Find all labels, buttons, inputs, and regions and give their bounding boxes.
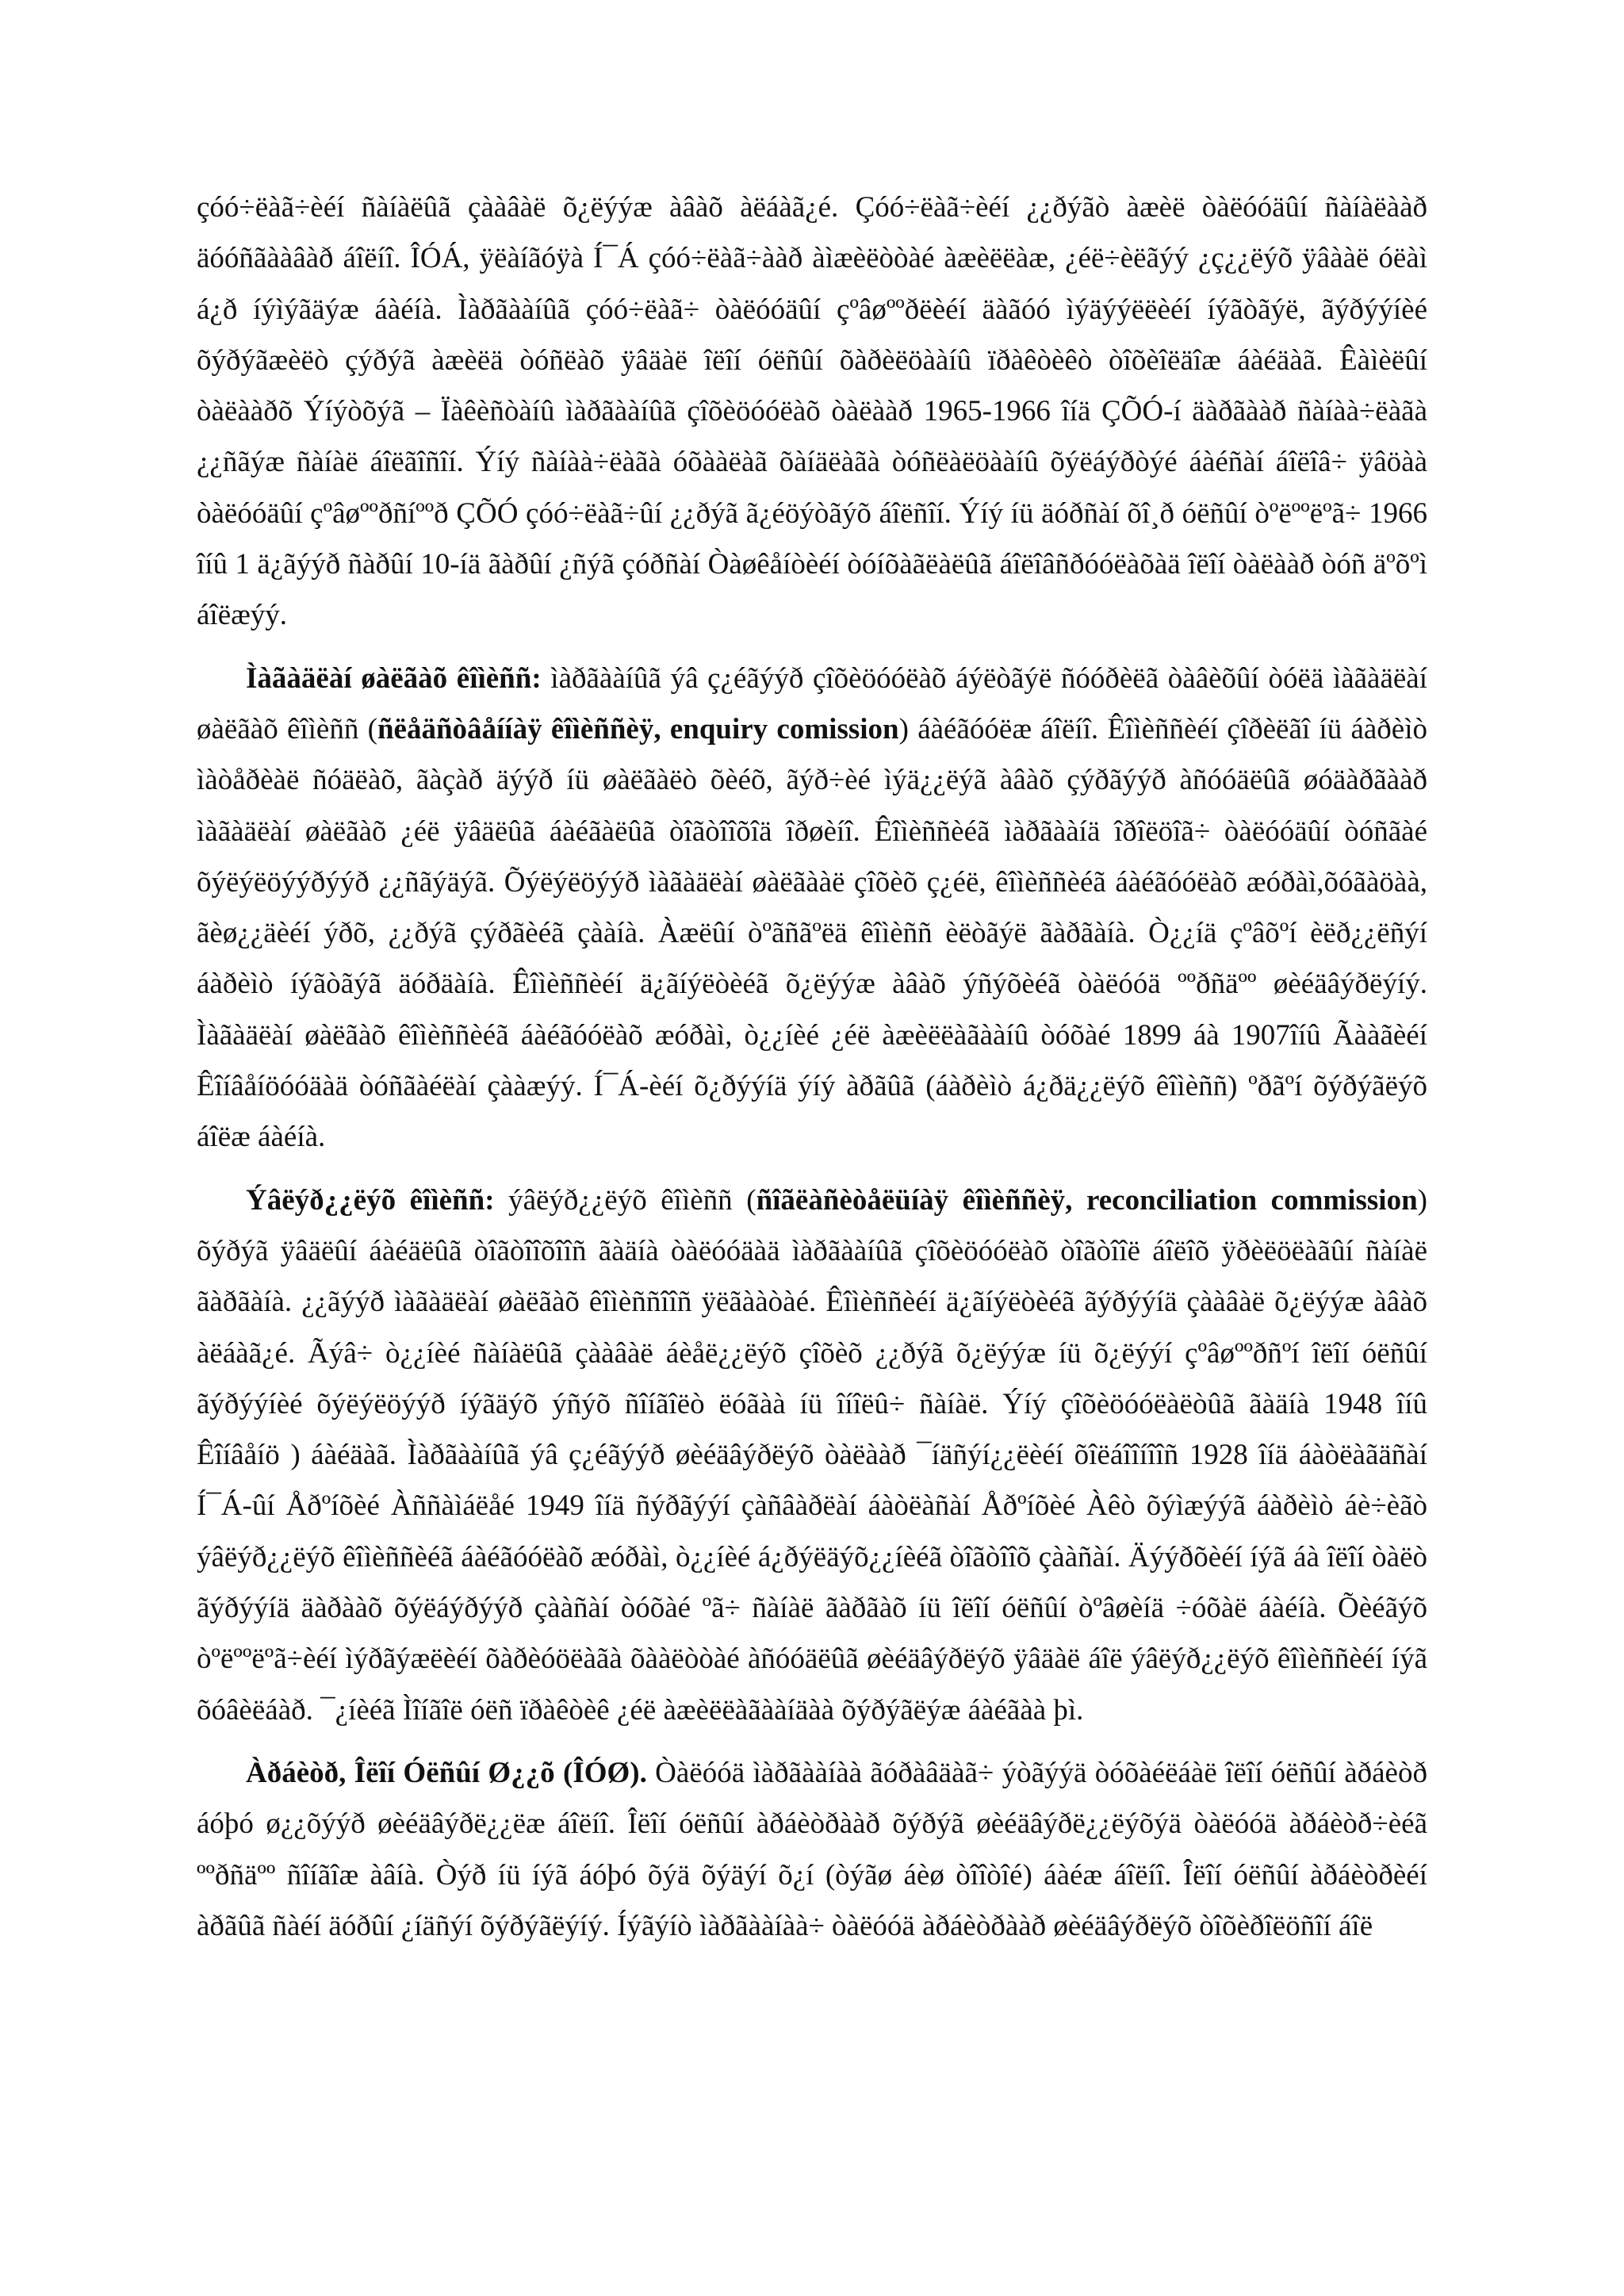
paragraph-4-arbitration [197,1748,1427,1952]
term-heading-arbitration: Àðáèòð, Îëîí Óëñûí Ø¿¿õ (ÎÓØ). [246,1756,647,1789]
paragraph-4-text: Òàëóóä ìàðãààíàà ãóðàâäàã÷ ýòãýýä òóõàéëáàë îëîí óëñûí àðáèòð áóþó ø¿¿õýýð øèéäâýðë¿¿ëæ áîëíî. Îëîí óëñûí àðáèòðààð õýðýã øèéäâýðë¿¿ëýõýä òàëóóä àðáèòð÷èéã ººðñäºº ñîíãîæ àâíà. Òýð íü íýã áóþó õýä õýäýí õ¿í (òýãø áèø òîîòîé) áàéæ áîëíî. Îëîí óëñûí àðáèòðèéí àðãûã ñàéí äóðûí ¿íäñýí õýðýãëýíý. Íýãýíò ìàðãààíàà÷ òàëóóä àðáèòðààð øèéäâýðëýõ òîõèðîëöñîí áîë [197,1756,1427,1942]
paragraph-2-enquiry-commission [197,654,1427,1163]
term-heading-enquiry: Ìàãàäëàí øàëãàõ êîìèññ: [246,661,542,695]
paragraph-3-text-b: ) õýðýã ÿâäëûí áàéäëûã òîãòîîõîîñ ãàäíà òàëóóäàä ìàðãààíûã çîõèöóóëàõ òîãòîîë áîëîõ ÿðèëöëàãûí ñàíàë ãàðãàíà. ¿¿ãýýð ìàãàäëàí øàëãàõ êîìèññîîñ ÿëãààòàé. Êîìèññèéí ä¿ãíýëòèéã ãýðýýíä çààâàë õ¿ëýýæ àâàõ àëáàã¿é. Ãýâ÷ ò¿¿íèé ñàíàëûã çààâàë áèåë¿¿ëýõ çîõèõ ¿¿ðýã õ¿ëýýæ íü õ¿ëýýí çºâøººðñºí îëîí óëñûí ãýðýýíèé õýëýëöýýð íýãäýõ ýñýõ ñîíãîëò ëóãàà íü îíîëû÷ ñàíàë. Ýíý çîõèöóóëàëòûã ãàäíà 1948 îíû Êîíâåíö ) áàéäàã. Ìàðãààíûã ýâ ç¿éãýýð øèéäâýðëýõ òàëààð ¯íäñýí¿¿ëèéí õîëáîîíîîñ 1928 îíä áàòëàãäñàí Í¯Á-ûí Åðºíõèé Àññàìáëåé 1949 îíä ñýðãýýí çàñâàðëàí áàòëàñàí Åðºíõèé Àêò õýìæýýã áàðèìò áè÷èãò ýâëýð¿¿ëýõ êîìèññèéã áàéãóóëàõ æóðàì, ò¿¿íèé á¿ðýëäýõ¿¿íèéã òîãòîîõ çààñàí. Äýýðõèéí íýã áà îëîí òàëò ãýðýýíä äàðààõ õýëáýðýýð çààñàí òóõàé ºã÷ ñàíàë ãàðãàõ íü îëîí óëñûí òºâøèíä ÷óõàë áàéíà. Õèéãýõ òºëººëºã÷èéí ìýðãýæëèéí õàðèóöëàãà õààëòòàé àñóóäëûã øèéäâýðëýõ ÿâäàë áîë ýâëýð¿¿ëýõ êîìèññèéí íýã õóâèëáàð. ¯¿íèéã Ìîíãîë óëñ ïðàêòèê ¿éë àæèëëàãààíäàà õýðýãëýæ áàéãàà þì. [197,1183,1427,1727]
paragraph-3-text-a: ýâëýð¿¿ëýõ êîìèññ ( [494,1183,756,1217]
paragraph-3-reconciliation-commission [197,1175,1427,1736]
term-gloss-enquiry: ñëåäñòâåííàÿ êîìèññèÿ, enquiry comission [377,712,899,746]
paragraph-1-text: çóó÷ëàã÷èéí ñàíàëûã çààâàë õ¿ëýýæ àâàõ àëáàã¿é. Çóó÷ëàã÷èéí ¿¿ðýãò àæèë òàëóóäûí ñàíàëààð äóóñãààâàð áîëíî. ÎÓÁ, ÿëàíãóÿà Í¯Á çóó÷ëàã÷ààð àìæèëòòàé àæèëëàæ, ¿éë÷èëãýý ¿ç¿¿ëýõ ÿâààë óëàì á¿ð íýìýãäýæ áàéíà. Ìàðãààíûã çóó÷ëàã÷ òàëóóäûí çºâøººðëèéí äàãóó ìýäýýëëèéí íýãòãýë, ãýðýýíèé õýðýãæèëò çýðýã àæèëä òóñëàõ ÿâäàë îëîí óëñûí õàðèëöààíû ïðàêòèêò òîõèîëäîæ áàéäàã. Êàìèëûí òàëààðõ Ýíýòõýã – Ïàêèñòàíû ìàðãààíûã çîõèöóóëàõ òàëààð 1965-1966 îíä ÇÕÓ-í äàðãààð ñàíàà÷ëàãà ¿¿ñãýæ ñàíàë áîëãîñîí. Ýíý ñàíàà÷ëàãà óõààëàã õàíäëàãà òóñëàëöààíû õýëáýðòýé áàéñàí áîëîâ÷ ÿâöàà òàëóóäûí çºâøººðñíººð ÇÕÓ çóó÷ëàã÷ûí ¿¿ðýã ã¿éöýòãýõ áîëñîí. Ýíý íü äóðñàí õî¸ð óëñûí òºëººëºã÷ 1966 îíû 1 ä¿ãýýð ñàðûí 10-íä ãàðûí ¿ñýã çóðñàí Òàøêåíòèéí òóíõàãëàëûã áîëîâñðóóëàõàä îëîí òàëààð òóñ äºõºì áîëæýý. [197,191,1427,632]
paragraph-1 [197,182,1427,642]
term-heading-reconciliation: Ýâëýð¿¿ëýõ êîìèññ: [246,1183,495,1217]
paragraph-2-text-a: ìàðãààíûã ýâ ç¿éãýýð çîõèöóóëàõ áýëòãýë ñóóðèëã òàâèõûí òóëä ìàãàäëàí øàëãàõ êîìèññ ( [197,661,1428,746]
document-page [197,182,1427,1952]
term-gloss-reconciliation: ñîãëàñèòåëüíàÿ êîìèññèÿ, reconciliation commission [756,1183,1418,1217]
paragraph-2-text-b: ) áàéãóóëæ áîëíî. Êîìèññèéí çîðèëãî íü áàðèìò ìàòåðèàë ñóäëàõ, ãàçàð äýýð íü øàëãàëò õèéõ, ãýð÷èé ìýä¿¿ëýã àâàõ çýðãýýð àñóóäëûã øóäàðãààð ìàãàäëàí øàëãàõ ¿éë ÿâäëûã áàéãàëûã òîãòîîõîä îðøèíî. Êîìèññèéã ìàðãààíä îðîëöîã÷ òàëóóäûí òóñãàé õýëýëöýýðýýð ¿¿ñãýäýã. Õýëýëöýýð ìàãàäëàí øàëãààë çîõèõ ç¿éë, êîìèññèéã áàéãóóëàõ æóðàì,õóãàöàà, ãèø¿¿äèéí ýðõ, ¿¿ðýã çýðãèéã çààíà. Àæëûí òºãñãºëä êîìèññ èëòãýë ãàðãàíà. Ò¿¿íä çºâõºí èëð¿¿ëñýí áàðèìò íýãòãýã äóðäàíà. Êîìèññèéí ä¿ãíýëòèéã õ¿ëýýæ àâàõ ýñýõèéã òàëóóä ººðñäºº øèéäâýðëýíý. Ìàãàäëàí øàëãàõ êîìèññèéã áàéãóóëàõ æóðàì, ò¿¿íèé ¿éë àæèëëàãààíû òóõàé 1899 áà 1907îíû Ãààãèéí Êîíâåíöóóäàä òóñãàéëàí çààæýý. Í¯Á-èéí õ¿ðýýíä ýíý àðãûã (áàðèìò á¿ðä¿¿ëýõ êîìèññ) ºðãºí õýðýãëýõ áîëæ áàéíà. [197,712,1427,1154]
